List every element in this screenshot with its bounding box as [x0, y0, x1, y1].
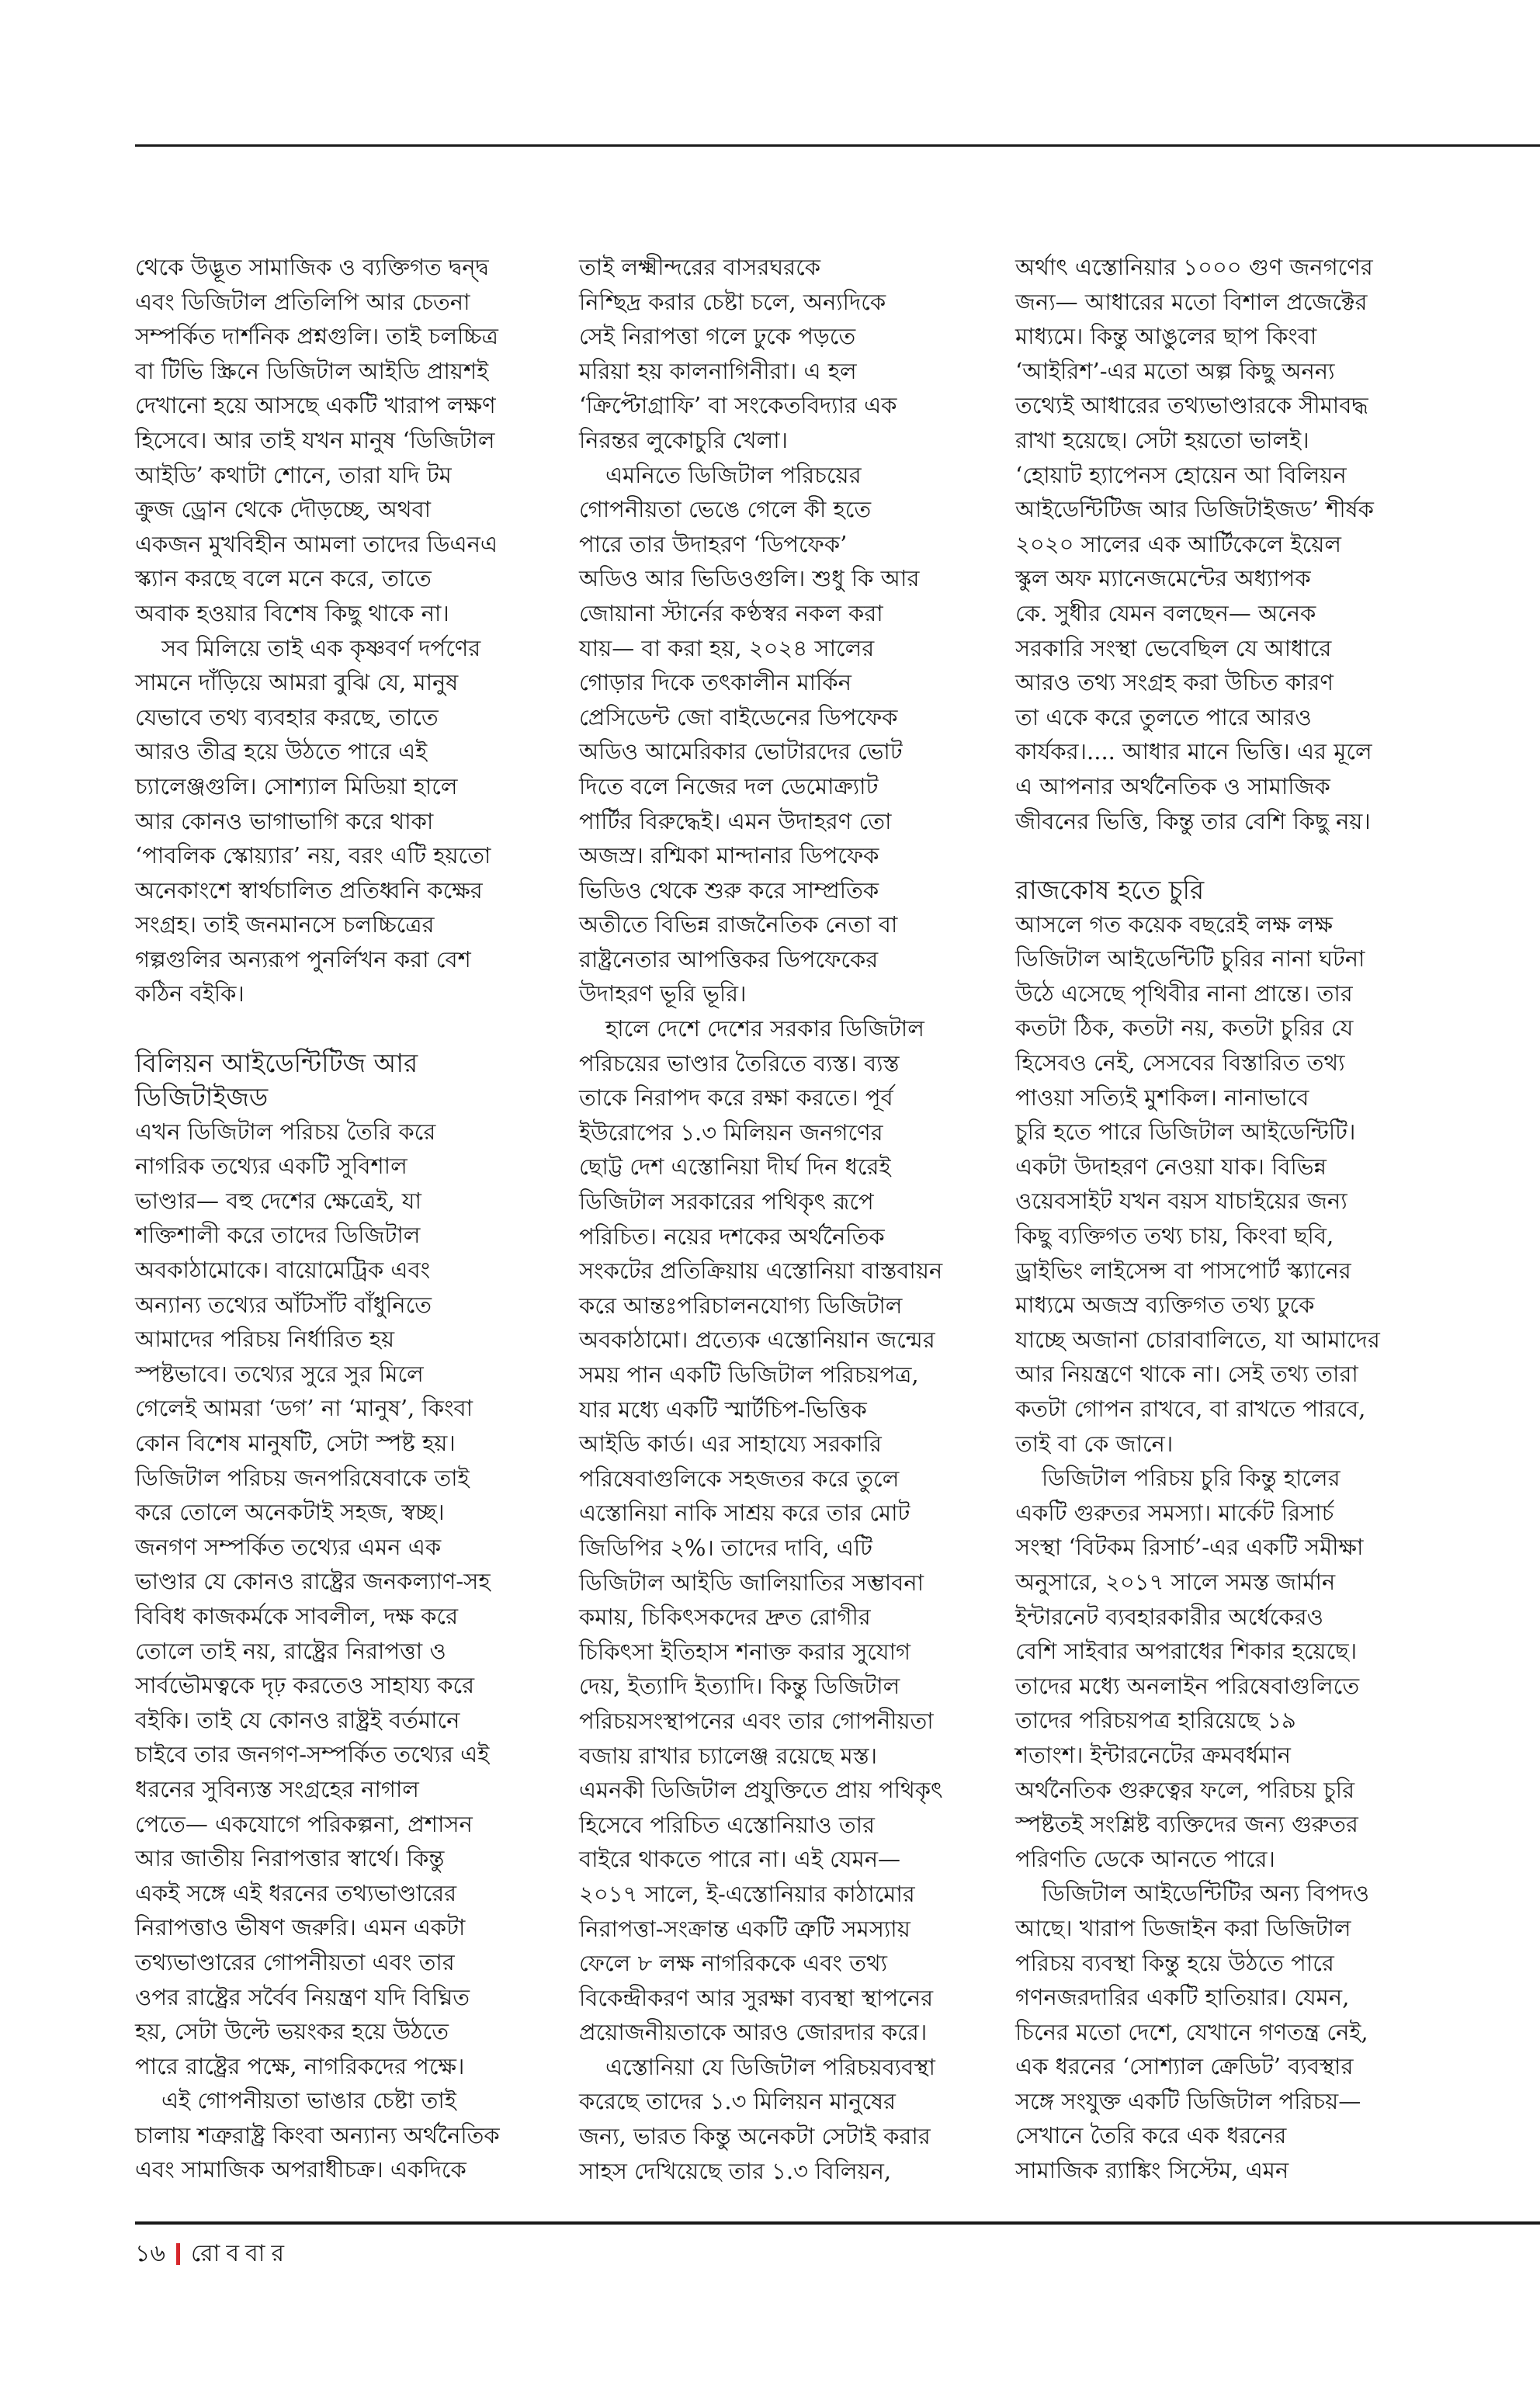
text-line: চালায় শত্রুরাষ্ট্র কিংবা অন্যান্য অর্থনৈতিক: [135, 2121, 500, 2148]
text-line: বজায় রাখার চ্যালেঞ্জ রয়েছে মস্ত।: [579, 1742, 877, 1769]
paragraph: [1015, 1876, 1403, 2187]
text-line: চাইবে তার জনগণ-সম্পর্কিত তথ্যের এই: [135, 1741, 490, 1768]
text-line: ডিজিটাল আইডেন্টিটির অন্য বিপদও: [1042, 1880, 1369, 1907]
text-line: নিরাপত্তাও ভীষণ জরুরি। এমন একটা: [135, 1914, 466, 1941]
text-line: এস্তোনিয়া যে ডিজিটাল পরিচয়ব্যবস্থা: [605, 2053, 935, 2080]
text-line: প্রয়োজনীয়তাকে আরও জোরদার করে।: [579, 2019, 928, 2046]
article-column-3: [1015, 250, 1403, 2188]
magazine-name: রোববার: [190, 2240, 290, 2267]
text-line: সেই নিরাপত্তা গলে ঢুকে পড়তে: [579, 323, 856, 350]
text-line: কোন বিশেষ মানুষটি, সেটা স্পষ্ট হয়।: [135, 1430, 456, 1456]
text-line: সম্পর্কিত দার্শনিক প্রশ্নগুলি। তাই চলচ্চিত্র: [135, 323, 498, 350]
text-line: ডিজিটাল আইডি জালিয়াতির সম্ভাবনা: [579, 1569, 924, 1596]
text-line: করে তোলে অনেকটাই সহজ, স্বচ্ছ।: [135, 1499, 445, 1526]
text-line: অজস্র। রশ্মিকা মান্দানার ডিপফেক: [579, 842, 879, 869]
text-line: ওয়েবসাইট যখন বয়স যাচাইয়ের জন্য: [1015, 1188, 1348, 1215]
text-line: সংকটের প্রতিক্রিয়ায় এস্তোনিয়া বাস্তবায়ন: [579, 1257, 943, 1285]
text-line: তোলে তাই নয়, রাষ্ট্রের নিরাপত্তা ও: [135, 1637, 446, 1664]
text-line: আরও তথ্য সংগ্রহ করা উচিত কারণ: [1015, 669, 1334, 696]
text-line: এবং ডিজিটাল প্রতিলিপি আর চেতনা: [135, 288, 470, 315]
text-line: পারে রাষ্ট্রের পক্ষে, নাগরিকদের পক্ষে।: [135, 2052, 465, 2079]
text-line: সংস্থা ‘বিটকম রিসার্চ’-এর একটি সমীক্ষা: [1015, 1534, 1364, 1561]
text-line: এক ধরনের ‘সোশ্যাল ক্রেডিট’ ব্যবস্থার: [1015, 2053, 1354, 2080]
text-line: মরিয়া হয় কালনাগিনীরা। এ হল: [579, 357, 857, 384]
text-line: হিসেবে। আর তাই যখন মানুষ ‘ডিজিটাল: [135, 426, 495, 453]
text-line: সময় পান একটি ডিজিটাল পরিচয়পত্র,: [579, 1361, 919, 1388]
text-line: বা টিভি স্ক্রিনে ডিজিটাল আইডি প্রায়শই: [135, 357, 489, 384]
text-line: স্কুল অফ ম্যানেজমেন্টের অধ্যাপক: [1015, 565, 1311, 592]
text-line: দেখানো হয়ে আসছে একটি খারাপ লক্ষণ: [135, 392, 496, 419]
text-line: এমনকী ডিজিটাল প্রযুক্তিতে প্রায় পথিকৃৎ: [579, 1777, 943, 1804]
text-line: স্ক্যান করছে বলে মনে করে, তাতে: [135, 565, 432, 592]
text-line: উঠে এসেছে পৃথিবীর নানা প্রান্তে। তার: [1015, 980, 1353, 1007]
text-line: অডিও আমেরিকার ভোটারদের ভোট: [579, 738, 903, 765]
text-line: কতটা গোপন রাখবে, বা রাখতে পারবে,: [1015, 1396, 1366, 1422]
text-line: করেছে তাদের ১.৩ মিলিয়ন মানুষের: [579, 2088, 897, 2115]
text-line: পরিচয়ের ভাণ্ডার তৈরিতে ব্যস্ত। ব্যস্ত: [579, 1049, 900, 1077]
text-line: নিশ্ছিদ্র করার চেষ্টা চলে, অন্যদিকে: [579, 288, 886, 315]
text-line: রাখা হয়েছে। সেটা হয়তো ভালই।: [1015, 426, 1309, 453]
text-line: পরিচয়সংস্থাপনের এবং তার গোপনীয়তা: [579, 1707, 934, 1734]
text-line: ডিজিটাল সরকারের পথিকৃৎ রূপে: [579, 1188, 874, 1216]
text-line: পরিচয় ব্যবস্থা কিন্তু হয়ে উঠতে পারে: [1015, 1949, 1334, 1976]
text-line: গোপনীয়তা ভেঙে গেলে কী হতে: [579, 496, 872, 523]
text-line: পরিচিত। নয়ের দশকের অর্থনৈতিক: [579, 1223, 885, 1250]
text-line: অতীতে বিভিন্ন রাজনৈতিক নেতা বা: [579, 911, 898, 938]
text-line: জন্য, ভারত কিন্তু অনেকটা সেটাই করার: [579, 2123, 931, 2150]
page-number: ১৬: [135, 2240, 165, 2267]
text-line: সব মিলিয়ে তাই এক কৃষ্ণবর্ণ দর্পণের: [161, 634, 481, 661]
text-line: বেশি সাইবার অপরাধের শিকার হয়েছে।: [1015, 1638, 1358, 1665]
text-line: তথ্যেই আধারের তথ্যভাণ্ডারকে সীমাবদ্ধ: [1015, 392, 1368, 419]
text-line: দেয়, ইত্যাদি ইত্যাদি। কিন্তু ডিজিটাল: [579, 1673, 900, 1700]
text-line: এবং সামাজিক অপরাধীচক্র। একদিকে: [135, 2156, 467, 2183]
text-line: অন্যান্য তথ্যের আঁটসাঁট বাঁধুনিতে: [135, 1291, 432, 1318]
text-line: সামনে দাঁড়িয়ে আমরা বুঝি যে, মানুষ: [135, 669, 459, 696]
text-line: তাই বা কে জানে।: [1015, 1430, 1174, 1457]
text-line: বিকেন্দ্রীকরণ আর সুরক্ষা ব্যবস্থা স্থাপনের: [579, 1984, 934, 2011]
text-line: আইডি কার্ড। এর সাহায্যে সরকারি: [579, 1431, 882, 1458]
text-line: জন্য— আধারের মতো বিশাল প্রজেক্টের: [1015, 288, 1368, 315]
text-line: পেতে— একযোগে পরিকল্পনা, প্রশাসন: [135, 1810, 473, 1837]
text-line: একটা উদাহরণ নেওয়া যাক। বিভিন্ন: [1015, 1153, 1327, 1180]
heading-line: বিলিয়ন আইডেন্টিটিজ আর: [135, 1047, 418, 1078]
text-line: ইন্টারনেট ব্যবহারকারীর অর্ধেকেরও: [1015, 1603, 1323, 1630]
heading-line: ডিজিটাইজড: [135, 1081, 269, 1112]
text-line: সংগ্রহ। তাই জনমানসে চলচ্চিত্রের: [135, 911, 435, 938]
text-line: আইডি’ কথাটা শোনে, তারা যদি টম: [135, 461, 452, 488]
text-line: অডিও আর ভিডিওগুলি। শুধু কি আর: [579, 565, 920, 592]
text-line: ‘পাবলিক স্কোয়্যার’ নয়, বরং এটি হয়তো: [135, 842, 491, 869]
text-line: চিকিৎসা ইতিহাস শনাক্ত করার সুযোগ: [579, 1638, 910, 1665]
text-line: চিনের মতো দেশে, যেখানে গণতন্ত্র নেই,: [1015, 2018, 1368, 2045]
text-line: ছোট্ট দেশ এস্তোনিয়া দীর্ঘ দিন ধরেই: [579, 1153, 891, 1181]
text-line: যায়— বা করা হয়, ২০২৪ সালের: [579, 634, 875, 661]
text-line: উদাহরণ ভূরি ভূরি।: [579, 980, 747, 1007]
text-line: ভাণ্ডার— বহু দেশের ক্ষেত্রেই, যা: [135, 1187, 421, 1214]
text-line: চুরি হতে পারে ডিজিটাল আইডেন্টিটি।: [1015, 1118, 1356, 1146]
text-line: স্পষ্টতই সংশ্লিষ্ট ব্যক্তিদের জন্য গুরুতর: [1015, 1811, 1358, 1838]
text-line: এ আপনার অর্থনৈতিক ও সামাজিক: [1015, 772, 1330, 799]
text-line: ইউরোপের ১.৩ মিলিয়ন জনগণের: [579, 1118, 883, 1146]
text-line: কে. সুধীর যেমন বলছেন— অনেক: [1015, 599, 1316, 626]
text-line: পাওয়া সত্যিই মুশকিল। নানাভাবে: [1015, 1084, 1309, 1111]
text-line: আর জাতীয় নিরাপত্তার স্বার্থে। কিন্তু: [135, 1845, 445, 1872]
text-line: সাহস দেখিয়েছে তার ১.৩ বিলিয়ন,: [579, 2157, 892, 2184]
section-heading: [135, 1046, 523, 1115]
text-line: একই সঙ্গে এই ধরনের তথ্যভাণ্ডারের: [135, 1879, 457, 1906]
text-line: তাকে নিরাপদ করে রক্ষা করতে। পূর্ব: [579, 1084, 893, 1112]
text-line: অনেকাংশে স্বার্থচালিত প্রতিধ্বনি কক্ষের: [135, 876, 483, 903]
text-line: আইডেন্টিটিজ আর ডিজিটাইজড’ শীর্ষক: [1015, 496, 1374, 523]
text-line: রাষ্ট্রনেতার আপত্তিকর ডিপফেকের: [579, 945, 879, 973]
text-line: এই গোপনীয়তা ভাঙার চেষ্টা তাই: [161, 2087, 456, 2114]
text-line: ২০১৭ সালে, ই-এস্তোনিয়ার কাঠামোর: [579, 1880, 915, 1907]
text-line: সেখানে তৈরি করে এক ধরনের: [1015, 2122, 1287, 2149]
text-line: ‘আইরিশ’-এর মতো অল্প কিছু অনন্য: [1015, 357, 1335, 384]
text-line: তা একে করে তুলতে পারে আরও: [1015, 703, 1312, 730]
text-line: ডিজিটাল পরিচয় জনপরিষেবাকে তাই: [135, 1464, 470, 1491]
text-line: আরও তীব্র হয়ে উঠতে পারে এই: [135, 738, 428, 765]
text-line: একটি গুরুতর সমস্যা। মার্কেট রিসার্চ: [1015, 1499, 1334, 1526]
article-column-1: [135, 250, 523, 2187]
text-line: চ্যালেঞ্জগুলি। সোশ্যাল মিডিয়া হালে: [135, 772, 458, 799]
text-line: জিডিপির ২%। তাদের দাবি, এটি: [579, 1534, 872, 1561]
text-line: তাদের পরিচয়পত্র হারিয়েছে ১৯: [1015, 1707, 1296, 1734]
text-line: যেভাবে তথ্য ব্যবহার করছে, তাতে: [135, 703, 439, 730]
text-line: গেলেই আমরা ‘ডগ’ না ‘মানুষ’, কিংবা: [135, 1395, 473, 1422]
paragraph: [135, 250, 523, 631]
text-line: ফেলে ৮ লক্ষ নাগরিককে এবং তথ্য: [579, 1950, 888, 1977]
text-line: আছে। খারাপ ডিজাইন করা ডিজিটাল: [1015, 1914, 1351, 1941]
text-line: আর কোনও ভাগাভাগি করে থাকা: [135, 807, 434, 834]
text-line: মাধ্যমে অজস্র ব্যক্তিগত তথ্য ঢুকে: [1015, 1292, 1315, 1319]
paragraph: [579, 250, 967, 458]
text-line: ‘হোয়াট হ্যাপেনস হোয়েন আ বিলিয়ন: [1015, 461, 1347, 488]
text-line: অবাক হওয়ার বিশেষ কিছু থাকে না।: [135, 599, 449, 626]
text-line: অর্থনৈতিক গুরুত্বের ফলে, পরিচয় চুরি: [1015, 1776, 1355, 1803]
text-line: এমনিতে ডিজিটাল পরিচয়ের: [605, 461, 862, 488]
text-line: ভিডিও থেকে শুরু করে সাম্প্রতিক: [579, 876, 879, 903]
text-line: সার্বভৌমত্বকে দৃঢ় করতেও সাহায্য করে: [135, 1672, 475, 1699]
text-line: নিরন্তর লুকোচুরি খেলা।: [579, 426, 788, 453]
text-line: আসলে গত কয়েক বছরেই লক্ষ লক্ষ: [1015, 910, 1334, 938]
text-line: যার মধ্যে একটি স্মার্টচিপ-ভিত্তিক: [579, 1396, 867, 1423]
text-line: জনগণ সম্পর্কিত তথ্যের এমন এক: [135, 1533, 442, 1560]
paragraph: [579, 1011, 967, 2050]
paragraph: [135, 2083, 523, 2187]
text-line: নাগরিক তথ্যের একটি সুবিশাল: [135, 1153, 408, 1180]
text-line: শক্তিশালী করে তাদের ডিজিটাল: [135, 1222, 421, 1249]
text-line: পরিষেবাগুলিকে সহজতর করে তুলে: [579, 1465, 900, 1492]
text-line: কার্যকর।.... আধার মানে ভিত্তি। এর মূলে: [1015, 738, 1372, 765]
text-line: ড্রাইভিং লাইসেন্স বা পাসপোর্ট স্ক্যানের: [1015, 1257, 1351, 1284]
bottom-rule: [135, 2221, 1540, 2225]
text-line: নিরাপত্তা-সংক্রান্ত একটি ত্রুটি সমস্যায়: [579, 1915, 910, 1942]
text-line: প্রেসিডেন্ট জো বাইডেনের ডিপফেক: [579, 703, 898, 730]
text-line: মাধ্যমে। কিন্তু আঙুলের ছাপ কিংবা: [1015, 323, 1317, 350]
paragraph: [579, 458, 967, 1012]
text-line: পার্টির বিরুদ্ধেই। এমন উদাহরণ তো: [579, 807, 892, 834]
text-line: এখন ডিজিটাল পরিচয় তৈরি করে: [135, 1118, 436, 1145]
text-line: হিসেবে পরিচিত এস্তোনিয়াও তার: [579, 1811, 875, 1838]
text-line: পরিণতি ডেকে আনতে পারে।: [1015, 1845, 1275, 1872]
text-line: বাইরে থাকতে পারে না। এই যেমন—: [579, 1846, 901, 1873]
article-column-2: [579, 250, 967, 2188]
text-line: ডিজিটাল আইডেন্টিটি চুরির নানা ঘটনা: [1015, 945, 1365, 973]
text-line: ২০২০ সালের এক আর্টিকেলে ইয়েল: [1015, 530, 1341, 557]
text-line: শতাংশ। ইন্টারনেটের ক্রমবর্ধমান: [1015, 1741, 1291, 1768]
footer-separator: [176, 2243, 180, 2265]
text-line: আমাদের পরিচয় নির্ধারিত হয়: [135, 1326, 395, 1353]
text-line: হয়, সেটা উল্টে ভয়ংকর হয়ে উঠতে: [135, 2018, 449, 2045]
text-line: হালে দেশে দেশের সরকার ডিজিটাল: [605, 1015, 924, 1042]
text-line: কিছু ব্যক্তিগত তথ্য চায়, কিংবা ছবি,: [1015, 1223, 1334, 1250]
text-line: অনুসারে, ২০১৭ সালে সমস্ত জার্মান: [1015, 1568, 1336, 1595]
text-line: তথ্যভাণ্ডারের গোপনীয়তা এবং তার: [135, 1948, 455, 1975]
text-line: অবকাঠামোকে। বায়োমেট্রিক এবং: [135, 1257, 431, 1284]
text-line: গোড়ার দিকে তৎকালীন মার্কিন: [579, 669, 852, 696]
text-line: হিসেবও নেই, সেসবের বিস্তারিত তথ্য: [1015, 1049, 1345, 1077]
text-line: ধরনের সুবিন্যস্ত সংগ্রহের নাগাল: [135, 1775, 419, 1802]
text-line: কমায়, চিকিৎসকদের দ্রুত রোগীর: [579, 1604, 871, 1631]
text-line: পারে তার উদাহরণ ‘ডিপফেক’: [579, 530, 848, 557]
text-line: সামাজিক র‍্যাঙ্কিং সিস্টেম, এমন: [1015, 2157, 1289, 2184]
paragraph: [579, 2050, 967, 2188]
text-line: গল্পগুলির অন্যরূপ পুনর্লিখন করা বেশ: [135, 945, 471, 973]
text-line: সঙ্গে সংযুক্ত একটি ডিজিটাল পরিচয়—: [1015, 2087, 1361, 2114]
text-line: জোয়ানা স্টার্নের কণ্ঠস্বর নকল করা: [579, 599, 883, 626]
text-line: সরকারি সংস্থা ভেবেছিল যে আধারে: [1015, 634, 1332, 661]
text-line: অর্থাৎ এস্তোনিয়ার ১০০০ গুণ জনগণের: [1015, 254, 1373, 280]
paragraph: [1015, 1461, 1403, 1876]
paragraph: [135, 1115, 523, 2084]
text-line: গণনজরদারির একটি হাতিয়ার। যেমন,: [1015, 1984, 1350, 2011]
text-line: যাচ্ছে অজানা চোরাবালিতে, যা আমাদের: [1015, 1326, 1380, 1353]
text-line: তাই লক্ষ্মীন্দরের বাসরঘরকে: [579, 254, 821, 280]
heading-line: রাজকোষ হতে চুরি: [1015, 874, 1205, 905]
text-line: ওপর রাষ্ট্রের সর্বৈব নিয়ন্ত্রণ যদি বিঘ্নিত: [135, 1983, 470, 2010]
text-line: জীবনের ভিত্তি, কিন্তু তার বেশি কিছু নয়।: [1015, 807, 1371, 834]
text-line: একজন মুখবিহীন আমলা তাদের ডিএনএ: [135, 530, 498, 557]
top-rule: [135, 144, 1540, 147]
text-line: করে আন্তঃপরিচালনযোগ্য ডিজিটাল: [579, 1292, 903, 1319]
section-heading: [1015, 873, 1403, 907]
text-line: বইকি। তাই যে কোনও রাষ্ট্রই বর্তমানে: [135, 1706, 460, 1733]
text-line: দিতে বলে নিজের দল ডেমোক্র্যাট: [579, 772, 879, 799]
paragraph: [1015, 250, 1403, 838]
text-line: অবকাঠামো। প্রত্যেক এস্তোনিয়ান জন্মের: [579, 1327, 935, 1354]
page-footer: [135, 2239, 290, 2270]
text-line: ডিজিটাল পরিচয় চুরি কিন্তু হালের: [1042, 1465, 1341, 1492]
paragraph: [135, 631, 523, 1012]
text-line: ভাণ্ডার যে কোনও রাষ্ট্রের জনকল্যাণ-সহ: [135, 1568, 491, 1595]
text-line: আর নিয়ন্ত্রণে থাকে না। সেই তথ্য তারা: [1015, 1361, 1358, 1388]
text-line: ‘ক্রিপ্টোগ্রাফি’ বা সংকেতবিদ্যার এক: [579, 392, 897, 419]
text-line: এস্তোনিয়া নাকি সাশ্রয় করে তার মোট: [579, 1500, 910, 1527]
text-line: বিবিধ কাজকর্মকে সাবলীল, দক্ষ করে: [135, 1602, 459, 1629]
text-line: স্পষ্টভাবে। তথ্যের সুরে সুর মিলে: [135, 1360, 424, 1387]
text-line: কঠিন বইকি।: [135, 980, 245, 1007]
text-line: ক্রুজ ড্রোন থেকে দৌড়চ্ছে, অথবা: [135, 496, 432, 523]
text-line: তাদের মধ্যে অনলাইন পরিষেবাগুলিতে: [1015, 1672, 1360, 1699]
text-line: থেকে উদ্ভূত সামাজিক ও ব্যক্তিগত দ্বন্দ্ব: [135, 254, 489, 280]
paragraph: [1015, 907, 1403, 1462]
text-line: কতটা ঠিক, কতটা নয়, কতটা চুরির যে: [1015, 1014, 1354, 1042]
